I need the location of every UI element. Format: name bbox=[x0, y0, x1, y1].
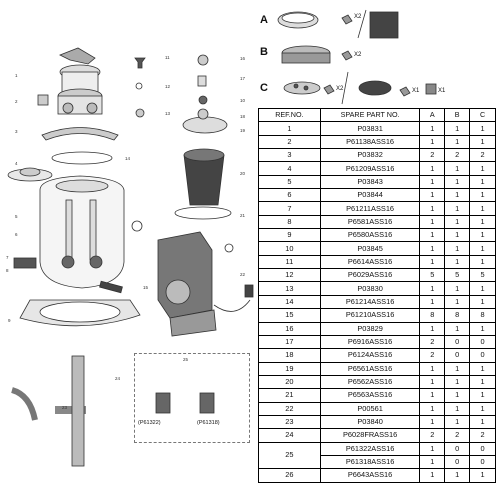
callout-2: 2 bbox=[15, 99, 18, 104]
cell-ref: 7 bbox=[259, 202, 321, 215]
table-body bbox=[259, 122, 496, 482]
cell-b: 0 bbox=[445, 442, 470, 455]
cell-part: P03832 bbox=[320, 149, 420, 162]
valve-handle bbox=[60, 48, 95, 64]
cell-b: 1 bbox=[445, 295, 470, 308]
cell-ref: 18 bbox=[259, 349, 321, 362]
cell-ref: 20 bbox=[259, 375, 321, 388]
cell-b: 1 bbox=[445, 135, 470, 148]
cell-c: 2 bbox=[470, 429, 496, 442]
cell-ref: 26 bbox=[259, 469, 321, 482]
cell-a: 1 bbox=[420, 295, 445, 308]
cell-a: 2 bbox=[420, 335, 445, 348]
cell-c: 1 bbox=[470, 175, 496, 188]
callout-25: 25 bbox=[183, 357, 189, 362]
cell-part: P61322ASS16 bbox=[320, 442, 420, 455]
cell-a: 1 bbox=[420, 389, 445, 402]
cell-b: 1 bbox=[445, 175, 470, 188]
cell-b: 1 bbox=[445, 215, 470, 228]
table-row bbox=[259, 135, 496, 148]
cell-c: 1 bbox=[470, 189, 496, 202]
table-row bbox=[259, 295, 496, 308]
cell-c: 0 bbox=[470, 335, 496, 348]
table-row bbox=[259, 229, 496, 242]
table-row bbox=[259, 242, 496, 255]
cell-ref: 12 bbox=[259, 269, 321, 282]
callout-13: 13 bbox=[165, 111, 171, 116]
cell-c: 0 bbox=[470, 455, 496, 468]
cell-ref: 19 bbox=[259, 362, 321, 375]
cell-a: 1 bbox=[420, 135, 445, 148]
table-row bbox=[259, 269, 496, 282]
cell-part: P03845 bbox=[320, 242, 420, 255]
table-header-row bbox=[259, 109, 496, 122]
cell-c: 1 bbox=[470, 255, 496, 268]
cell-b: 8 bbox=[445, 309, 470, 322]
cell-ref: 21 bbox=[259, 389, 321, 402]
cell-c: 1 bbox=[470, 295, 496, 308]
callout-22: 22 bbox=[240, 272, 246, 277]
cell-ref: 10 bbox=[259, 242, 321, 255]
cell-c: 1 bbox=[470, 242, 496, 255]
cell-a: 8 bbox=[420, 309, 445, 322]
cell-b: 1 bbox=[445, 202, 470, 215]
callout-18: 18 bbox=[240, 114, 246, 119]
cell-c: 1 bbox=[470, 135, 496, 148]
cell-a: 1 bbox=[420, 375, 445, 388]
cell-part: P6029ASS16 bbox=[320, 269, 420, 282]
kit-c-qty-1: X2 bbox=[336, 86, 344, 92]
cell-b: 1 bbox=[445, 362, 470, 375]
cell-part: P03829 bbox=[320, 322, 420, 335]
table-row bbox=[259, 189, 496, 202]
table-row bbox=[259, 415, 496, 428]
cell-b: 1 bbox=[445, 322, 470, 335]
table-row bbox=[259, 335, 496, 348]
cell-part: P6124ASS16 bbox=[320, 349, 420, 362]
detail-label-p61322: (P61322) bbox=[138, 420, 161, 426]
cell-part: P03831 bbox=[320, 122, 420, 135]
cell-a: 1 bbox=[420, 162, 445, 175]
cell-b: 1 bbox=[445, 282, 470, 295]
cell-part: P6562ASS16 bbox=[320, 375, 420, 388]
detail-label-p61318: (P61318) bbox=[197, 420, 220, 426]
table-row bbox=[259, 469, 496, 482]
kit-a-qty: X2 bbox=[354, 14, 362, 20]
table-row bbox=[259, 389, 496, 402]
cell-ref: 3 bbox=[259, 149, 321, 162]
cell-a: 2 bbox=[420, 429, 445, 442]
cell-c: 1 bbox=[470, 215, 496, 228]
kit-b-qty: X2 bbox=[354, 52, 362, 58]
callout-1: 1 bbox=[15, 73, 18, 78]
cell-a: 1 bbox=[420, 189, 445, 202]
table-row bbox=[259, 402, 496, 415]
callout-11: 11 bbox=[165, 55, 170, 60]
callout-17: 17 bbox=[240, 76, 246, 81]
cell-part: P61214ASS16 bbox=[320, 295, 420, 308]
kit-b-letter: B bbox=[260, 46, 268, 58]
header-spare-part-no: SPARE PART NO. bbox=[320, 109, 420, 122]
callout-4: 4 bbox=[15, 161, 18, 166]
cell-a: 1 bbox=[420, 282, 445, 295]
cell-part: P6563ASS16 bbox=[320, 389, 420, 402]
cell-ref: 1 bbox=[259, 122, 321, 135]
cell-a: 1 bbox=[420, 255, 445, 268]
cell-part: P03843 bbox=[320, 175, 420, 188]
callout-9: 9 bbox=[8, 318, 11, 323]
cell-a: 1 bbox=[420, 122, 445, 135]
cell-c: 0 bbox=[470, 349, 496, 362]
cell-a: 1 bbox=[420, 322, 445, 335]
kit-drawings bbox=[258, 8, 500, 106]
callout-24: 24 bbox=[115, 376, 121, 381]
cell-part: P6580ASS16 bbox=[320, 229, 420, 242]
cell-part: P6561ASS16 bbox=[320, 362, 420, 375]
cell-c: 1 bbox=[470, 402, 496, 415]
table-row bbox=[259, 309, 496, 322]
cell-ref: 5 bbox=[259, 175, 321, 188]
cell-c: 8 bbox=[470, 309, 496, 322]
cell-a: 1 bbox=[420, 442, 445, 455]
table-row bbox=[259, 442, 496, 455]
cell-part: P6028FRASS16 bbox=[320, 429, 420, 442]
callout-19: 19 bbox=[240, 128, 246, 133]
cell-b: 1 bbox=[445, 415, 470, 428]
cell-b: 1 bbox=[445, 189, 470, 202]
callout-3: 3 bbox=[15, 129, 18, 134]
callout-20: 20 bbox=[240, 171, 246, 176]
cell-part: P61318ASS16 bbox=[320, 455, 420, 468]
table-row bbox=[259, 349, 496, 362]
cell-a: 5 bbox=[420, 269, 445, 282]
cell-c: 1 bbox=[470, 415, 496, 428]
cell-part: P6614ASS16 bbox=[320, 255, 420, 268]
table-row bbox=[259, 375, 496, 388]
cell-a: 1 bbox=[420, 362, 445, 375]
cell-c: 2 bbox=[470, 149, 496, 162]
kit-panel bbox=[258, 8, 500, 106]
kit-c-qty-3: X1 bbox=[438, 88, 446, 94]
table-row bbox=[259, 255, 496, 268]
cell-a: 2 bbox=[420, 349, 445, 362]
cell-ref: 25 bbox=[259, 442, 321, 469]
callout-23: 23 bbox=[62, 405, 68, 410]
cell-a: 1 bbox=[420, 469, 445, 482]
cell-part: P61209ASS16 bbox=[320, 162, 420, 175]
callout-21: 21 bbox=[240, 213, 246, 218]
cell-part: P6581ASS16 bbox=[320, 215, 420, 228]
table-row bbox=[259, 202, 496, 215]
cell-part: P61211ASS16 bbox=[320, 202, 420, 215]
table-row bbox=[259, 122, 496, 135]
cell-a: 1 bbox=[420, 175, 445, 188]
cell-ref: 17 bbox=[259, 335, 321, 348]
cell-ref: 11 bbox=[259, 255, 321, 268]
cell-a: 1 bbox=[420, 229, 445, 242]
detail-box-25 bbox=[134, 353, 250, 443]
cell-ref: 4 bbox=[259, 162, 321, 175]
cell-ref: 2 bbox=[259, 135, 321, 148]
header-ref-no: REF.NO. bbox=[259, 109, 321, 122]
cell-b: 1 bbox=[445, 402, 470, 415]
cell-c: 5 bbox=[470, 269, 496, 282]
header-b: B bbox=[445, 109, 470, 122]
cell-b: 0 bbox=[445, 455, 470, 468]
cell-c: 1 bbox=[470, 122, 496, 135]
cell-c: 0 bbox=[470, 442, 496, 455]
cell-a: 2 bbox=[420, 149, 445, 162]
spare-parts-table bbox=[258, 108, 496, 483]
cell-a: 1 bbox=[420, 455, 445, 468]
cell-ref: 23 bbox=[259, 415, 321, 428]
cell-c: 1 bbox=[470, 282, 496, 295]
cell-b: 0 bbox=[445, 349, 470, 362]
cell-b: 1 bbox=[445, 229, 470, 242]
kit-a-letter: A bbox=[260, 14, 268, 26]
cell-part: P03844 bbox=[320, 189, 420, 202]
table-row bbox=[259, 215, 496, 228]
cell-ref: 24 bbox=[259, 429, 321, 442]
cell-ref: 13 bbox=[259, 282, 321, 295]
cell-ref: 8 bbox=[259, 215, 321, 228]
cell-b: 2 bbox=[445, 149, 470, 162]
cell-ref: 14 bbox=[259, 295, 321, 308]
cell-ref: 15 bbox=[259, 309, 321, 322]
callout-12: 12 bbox=[165, 84, 171, 89]
cell-c: 1 bbox=[470, 229, 496, 242]
cell-b: 1 bbox=[445, 122, 470, 135]
table-row bbox=[259, 429, 496, 442]
cell-a: 1 bbox=[420, 415, 445, 428]
cell-b: 1 bbox=[445, 375, 470, 388]
cell-c: 1 bbox=[470, 322, 496, 335]
table-row bbox=[259, 282, 496, 295]
cell-c: 1 bbox=[470, 362, 496, 375]
callout-7: 7 bbox=[6, 255, 9, 260]
cell-part: P61138ASS16 bbox=[320, 135, 420, 148]
table-row bbox=[259, 175, 496, 188]
cell-c: 1 bbox=[470, 389, 496, 402]
callout-5: 5 bbox=[15, 214, 18, 219]
cell-c: 1 bbox=[470, 202, 496, 215]
callout-8: 8 bbox=[6, 268, 9, 273]
cell-b: 2 bbox=[445, 429, 470, 442]
cell-b: 5 bbox=[445, 269, 470, 282]
table-row bbox=[259, 362, 496, 375]
table-row bbox=[259, 322, 496, 335]
cell-part: P03840 bbox=[320, 415, 420, 428]
cell-c: 1 bbox=[470, 162, 496, 175]
cell-a: 1 bbox=[420, 242, 445, 255]
cell-ref: 9 bbox=[259, 229, 321, 242]
cell-c: 1 bbox=[470, 469, 496, 482]
cell-b: 1 bbox=[445, 242, 470, 255]
kit-c-letter: C bbox=[260, 82, 268, 94]
callout-10: 10 bbox=[240, 98, 246, 103]
header-c: C bbox=[470, 109, 496, 122]
cell-ref: 22 bbox=[259, 402, 321, 415]
cell-part: P6643ASS16 bbox=[320, 469, 420, 482]
cell-b: 1 bbox=[445, 162, 470, 175]
cell-b: 1 bbox=[445, 469, 470, 482]
callout-14: 14 bbox=[125, 156, 131, 161]
cell-ref: 6 bbox=[259, 189, 321, 202]
callout-6: 6 bbox=[15, 232, 18, 237]
cell-a: 1 bbox=[420, 215, 445, 228]
cell-b: 0 bbox=[445, 335, 470, 348]
cell-part: P61210ASS16 bbox=[320, 309, 420, 322]
cell-a: 1 bbox=[420, 202, 445, 215]
cell-c: 1 bbox=[470, 375, 496, 388]
cell-part: P03830 bbox=[320, 282, 420, 295]
cell-part: P6916ASS16 bbox=[320, 335, 420, 348]
header-a: A bbox=[420, 109, 445, 122]
cell-b: 1 bbox=[445, 255, 470, 268]
callout-15: 15 bbox=[143, 285, 149, 290]
cell-ref: 16 bbox=[259, 322, 321, 335]
table-row bbox=[259, 149, 496, 162]
cell-a: 1 bbox=[420, 402, 445, 415]
cell-b: 1 bbox=[445, 389, 470, 402]
kit-c-qty-2: X1 bbox=[412, 88, 420, 94]
table-row bbox=[259, 162, 496, 175]
cell-part: P00561 bbox=[320, 402, 420, 415]
callout-16: 16 bbox=[240, 56, 246, 61]
